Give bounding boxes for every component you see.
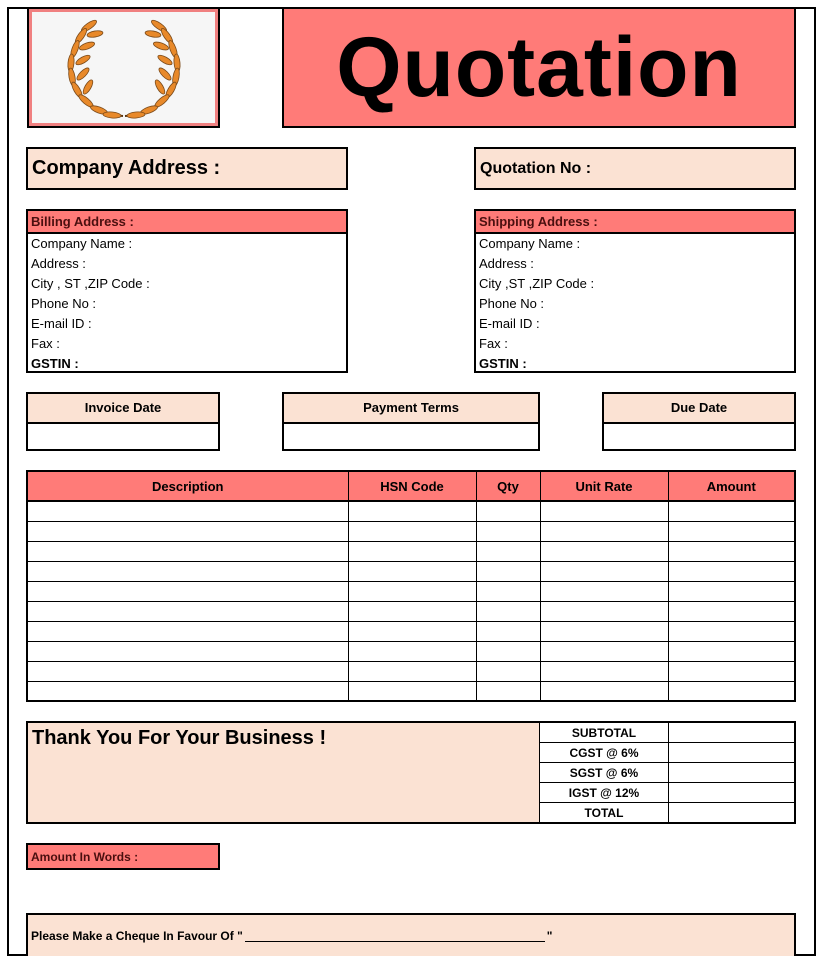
amount-in-words-field[interactable] (26, 843, 220, 870)
cell-qty[interactable] (476, 582, 540, 602)
cell-qty[interactable] (476, 662, 540, 682)
billing-city-zip[interactable]: City , ST ,ZIP Code : (31, 276, 150, 291)
cell-rate[interactable] (540, 542, 668, 562)
invoice-date-label: Invoice Date (28, 394, 218, 424)
cell-rate[interactable] (540, 602, 668, 622)
subtotal-row (540, 723, 794, 743)
company-address-label: Company Address : (32, 157, 221, 179)
cell-amount[interactable] (668, 562, 794, 582)
sgst-label: SGST @ 6% (540, 763, 669, 782)
igst-label: IGST @ 12% (540, 783, 669, 802)
page-title: Quotation (336, 20, 742, 114)
totals-table (540, 723, 794, 822)
cell-qty[interactable] (476, 622, 540, 642)
thank-you-message: Thank You For Your Business ! (28, 723, 540, 822)
payee-blank-line[interactable] (245, 929, 545, 942)
cell-qty[interactable] (476, 682, 540, 702)
line-items-table (26, 470, 796, 702)
cell-description[interactable] (28, 542, 348, 562)
subtotal-value[interactable] (669, 723, 794, 742)
table-row (28, 522, 794, 542)
sgst-row (540, 763, 794, 783)
table-row (28, 602, 794, 622)
cell-rate[interactable] (540, 622, 668, 642)
shipping-phone[interactable]: Phone No : (479, 296, 545, 311)
table-row (28, 622, 794, 642)
cell-amount[interactable] (668, 501, 794, 522)
cell-hsn[interactable] (348, 642, 476, 662)
cell-description[interactable] (28, 582, 348, 602)
table-row (28, 582, 794, 602)
due-date-label: Due Date (604, 394, 794, 424)
cell-amount[interactable] (668, 622, 794, 642)
cell-description[interactable] (28, 501, 348, 522)
due-date-box (602, 392, 796, 451)
cell-qty[interactable] (476, 602, 540, 622)
table-header-row (28, 472, 794, 501)
table-row (28, 682, 794, 702)
table-row (28, 562, 794, 582)
column-amount: Amount (668, 472, 794, 501)
cell-qty[interactable] (476, 522, 540, 542)
shipping-gstin[interactable]: GSTIN : (479, 356, 527, 371)
shipping-address-section (474, 209, 796, 373)
cell-hsn[interactable] (348, 662, 476, 682)
invoice-date-input[interactable] (28, 424, 218, 451)
column-qty: Qty (476, 472, 540, 501)
igst-row (540, 783, 794, 803)
cgst-row (540, 743, 794, 763)
summary-section (26, 721, 796, 824)
cheque-suffix: " (546, 928, 553, 943)
quotation-number-field[interactable] (474, 147, 796, 190)
laurel-wreath-icon (59, 16, 189, 120)
cell-amount[interactable] (668, 542, 794, 562)
cell-rate[interactable] (540, 662, 668, 682)
cheque-note (26, 913, 796, 956)
cell-hsn[interactable] (348, 582, 476, 602)
cell-hsn[interactable] (348, 682, 476, 702)
shipping-company-name[interactable]: Company Name : (479, 236, 581, 251)
cell-rate[interactable] (540, 682, 668, 702)
cgst-label: CGST @ 6% (540, 743, 669, 762)
billing-company-name[interactable]: Company Name : (31, 236, 133, 251)
cell-amount[interactable] (668, 602, 794, 622)
cell-amount[interactable] (668, 642, 794, 662)
cell-description[interactable] (28, 522, 348, 542)
shipping-city-zip[interactable]: City ,ST ,ZIP Code : (479, 276, 595, 291)
cell-description[interactable] (28, 602, 348, 622)
table-row (28, 662, 794, 682)
cell-qty[interactable] (476, 501, 540, 522)
cgst-value[interactable] (669, 743, 794, 762)
cell-description[interactable] (28, 642, 348, 662)
quotation-number-label: Quotation No : (480, 159, 592, 177)
total-row (540, 803, 794, 822)
cell-qty[interactable] (476, 542, 540, 562)
cell-rate[interactable] (540, 501, 668, 522)
cheque-prefix: Please Make a Cheque In Favour Of " (31, 928, 243, 943)
column-hsn-code: HSN Code (348, 472, 476, 501)
cell-rate[interactable] (540, 562, 668, 582)
column-unit-rate: Unit Rate (540, 472, 668, 501)
cell-description[interactable] (28, 622, 348, 642)
payment-terms-box (282, 392, 540, 451)
igst-value[interactable] (669, 783, 794, 802)
shipping-fax[interactable]: Fax : (479, 336, 508, 351)
cell-description[interactable] (28, 662, 348, 682)
cell-description[interactable] (28, 682, 348, 702)
logo-area (32, 12, 215, 123)
cell-amount[interactable] (668, 682, 794, 702)
cell-amount[interactable] (668, 582, 794, 602)
title-banner (282, 7, 796, 128)
sgst-value[interactable] (669, 763, 794, 782)
table-row (28, 542, 794, 562)
company-address-field[interactable] (26, 147, 348, 190)
cell-hsn[interactable] (348, 562, 476, 582)
subtotal-label: SUBTOTAL (540, 723, 669, 742)
amount-in-words-label: Amount In Words : (31, 849, 139, 864)
cell-qty[interactable] (476, 562, 540, 582)
table-row (28, 642, 794, 662)
billing-gstin[interactable]: GSTIN : (31, 356, 79, 371)
cell-amount[interactable] (668, 522, 794, 542)
cell-description[interactable] (28, 562, 348, 582)
total-label: TOTAL (540, 803, 669, 822)
logo-frame (27, 7, 220, 128)
cell-hsn[interactable] (348, 602, 476, 622)
total-value[interactable] (669, 803, 794, 822)
cell-amount[interactable] (668, 662, 794, 682)
billing-address[interactable]: Address : (31, 256, 86, 271)
billing-fax[interactable]: Fax : (31, 336, 60, 351)
payment-terms-label: Payment Terms (284, 394, 538, 424)
column-description: Description (28, 472, 348, 501)
cell-rate[interactable] (540, 582, 668, 602)
billing-phone[interactable]: Phone No : (31, 296, 97, 311)
cell-rate[interactable] (540, 522, 668, 542)
shipping-address[interactable]: Address : (479, 256, 534, 271)
table-row (28, 501, 794, 522)
cell-hsn[interactable] (348, 622, 476, 642)
cell-qty[interactable] (476, 642, 540, 662)
shipping-email[interactable]: E-mail ID : (479, 316, 540, 331)
cell-hsn[interactable] (348, 501, 476, 522)
shipping-address-heading: Shipping Address : (476, 211, 794, 234)
cell-hsn[interactable] (348, 522, 476, 542)
billing-address-section (26, 209, 348, 373)
due-date-input[interactable] (604, 424, 794, 451)
invoice-date-box (26, 392, 220, 451)
billing-address-heading: Billing Address : (28, 211, 346, 234)
payment-terms-input[interactable] (284, 424, 538, 451)
billing-email[interactable]: E-mail ID : (31, 316, 92, 331)
cell-rate[interactable] (540, 642, 668, 662)
cell-hsn[interactable] (348, 542, 476, 562)
